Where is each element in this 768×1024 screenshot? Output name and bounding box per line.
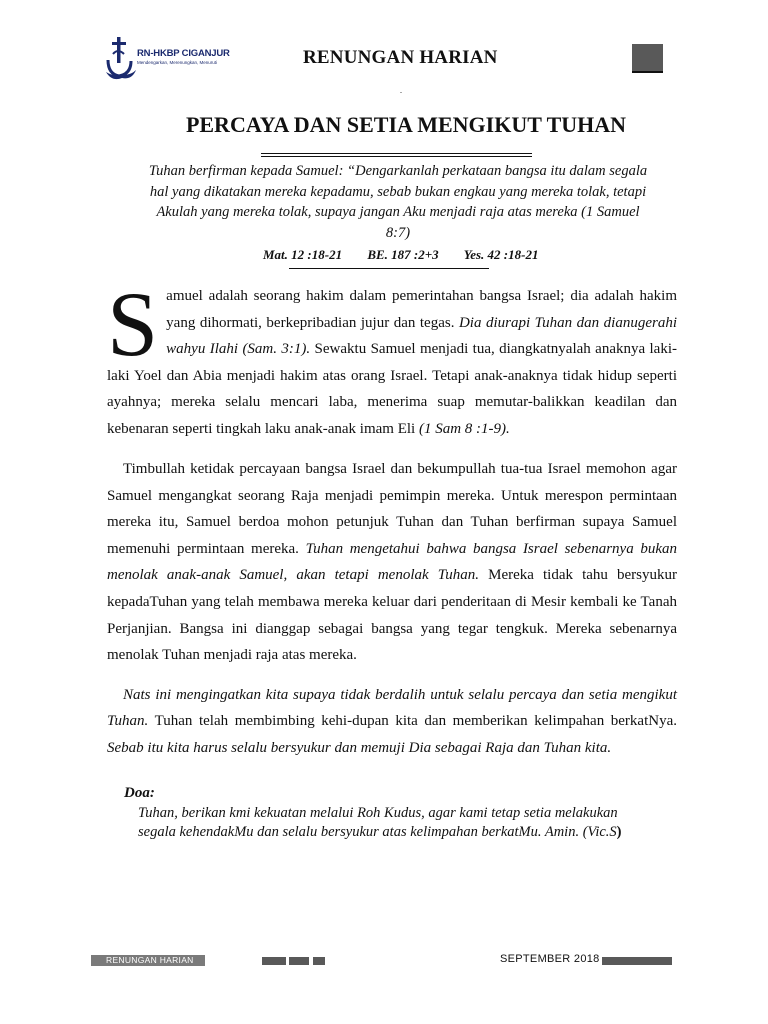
footer-bar: [602, 957, 672, 965]
prayer-body: Tuhan, berikan kmi kekuatan melalui Roh Kudus, agar kami tetap setia melakukan segala kehendakMu dan selalu bersyukur atas kelimpahan berkatMu. Amin. (Vic.S: [138, 805, 618, 840]
prayer-section: [124, 785, 644, 842]
header-corner-block: [632, 44, 663, 73]
footer-section-label: RENUNGAN HARIAN: [91, 955, 205, 966]
p3-text-a: Nats ini mengingatkan kita supaya tidak berdalih untuk selalu percaya dan setia mengikut Tuhan.: [107, 686, 677, 730]
logo-tagline: Mendengarkan, Merenungkan, Menuruti: [137, 60, 218, 65]
paragraph-3: [107, 682, 677, 762]
reference-3: Yes. 42 :18-21: [463, 247, 539, 262]
article-body: [107, 273, 678, 762]
p2-text-a: Timbullah ketidak percayaan bangsa Israel dan bekumpullah tua-tua Israel memohon agar Samuel mengangkat seorang Raja menjadi pemimpin mereka. Untuk merespon permintaan mereka itu, Samuel berdoa mohon petunjuk Tuhan dan Tuhan berfirman supaya Samuel memenuhi permintaan mereka.: [107, 461, 677, 557]
paragraph-2: [107, 456, 677, 669]
p1-text-d: (1 Sam 8 :1-9).: [418, 420, 510, 437]
footer-block-1: [262, 957, 286, 965]
footer-block-2: [289, 957, 309, 965]
reference-1: Mat. 12 :18-21: [263, 247, 343, 262]
prayer-text: [138, 804, 644, 842]
references-rule: [289, 268, 489, 269]
p1-text-c: Sewaktu Samuel menjadi tua, diangkatnyalah anaknya laki-laki Yoel dan Abia menjadi hakim atas orang Israel. Tetapi anak-anaknya tidak hidup seperti ayahnya; mereka selalu mencari laba, menerima suap memutar-balikkan keadilan dan kebenaran seperti tingkah laku anak-anak imam Eli: [107, 341, 678, 437]
p2-text-b: Tuhan mengetahui bahwa bangsa Israel sebenarnya bukan menolak anak-anak Samuel, akan tetapi menolak Tuhan.: [107, 540, 677, 584]
p1-text-a: amuel adalah seorang hakim dalam pemerintahan bangsa Israel; dia adalah hakim yang dihormati, berkepribadian jujur dan tegas.: [166, 288, 677, 331]
header-dot: .: [400, 86, 402, 95]
scripture-references: [263, 247, 560, 263]
church-emblem-icon: [104, 36, 138, 82]
footer-block-3: [313, 957, 325, 965]
prayer-close-paren: ): [616, 824, 622, 840]
title-underline: [261, 153, 532, 157]
header-title: RENUNGAN HARIAN: [303, 47, 498, 68]
drop-cap: S: [107, 273, 159, 375]
p3-text-c: Sebab itu kita harus selalu bersyukur dan memuji Dia sebagai Raja dan Tuhan kita.: [107, 739, 612, 756]
footer-date: SEPTEMBER 2018: [500, 953, 600, 965]
p1-text-b: Dia diurapi Tuhan dan dianugerahi wahyu Ilahi (Sam. 3:1).: [166, 314, 677, 357]
reference-2: BE. 187 :2+3: [367, 247, 439, 262]
article-title: PERCAYA DAN SETIA MENGIKUT TUHAN: [185, 112, 627, 137]
key-verse: Tuhan berfirman kepada Samuel: “Dengarkanlah perkataan bangsa itu dalam segala hal yang dikatakan mereka kepadamu, sebab bukan engkau yang mereka tolak, tetapi Akulah yang mereka tolak, supaya jangan Aku menjadi raja atas mereka (1 Samuel 8:7): [148, 163, 648, 241]
prayer-label: Doa:: [124, 785, 155, 801]
p3-text-b: Tuhan telah membimbing kehi-dupan kita dan memberikan kelimpahan berkatNya.: [148, 713, 677, 730]
p2-text-c: Mereka tidak tahu bersyukur kepadaTuhan yang telah membawa mereka keluar dari penderitaan di Mesir kembali ke Tanah Perjanjian. Bangsa ini dianggap sebagai bangsa yang tegar tengkuk. Mereka sebenarnya menolak Tuhan menjadi raja atas mereka.: [107, 567, 678, 664]
paragraph-1: [107, 273, 678, 442]
logo-text: [137, 48, 230, 65]
logo-name: RN-HKBP CIGANJUR: [137, 48, 230, 59]
